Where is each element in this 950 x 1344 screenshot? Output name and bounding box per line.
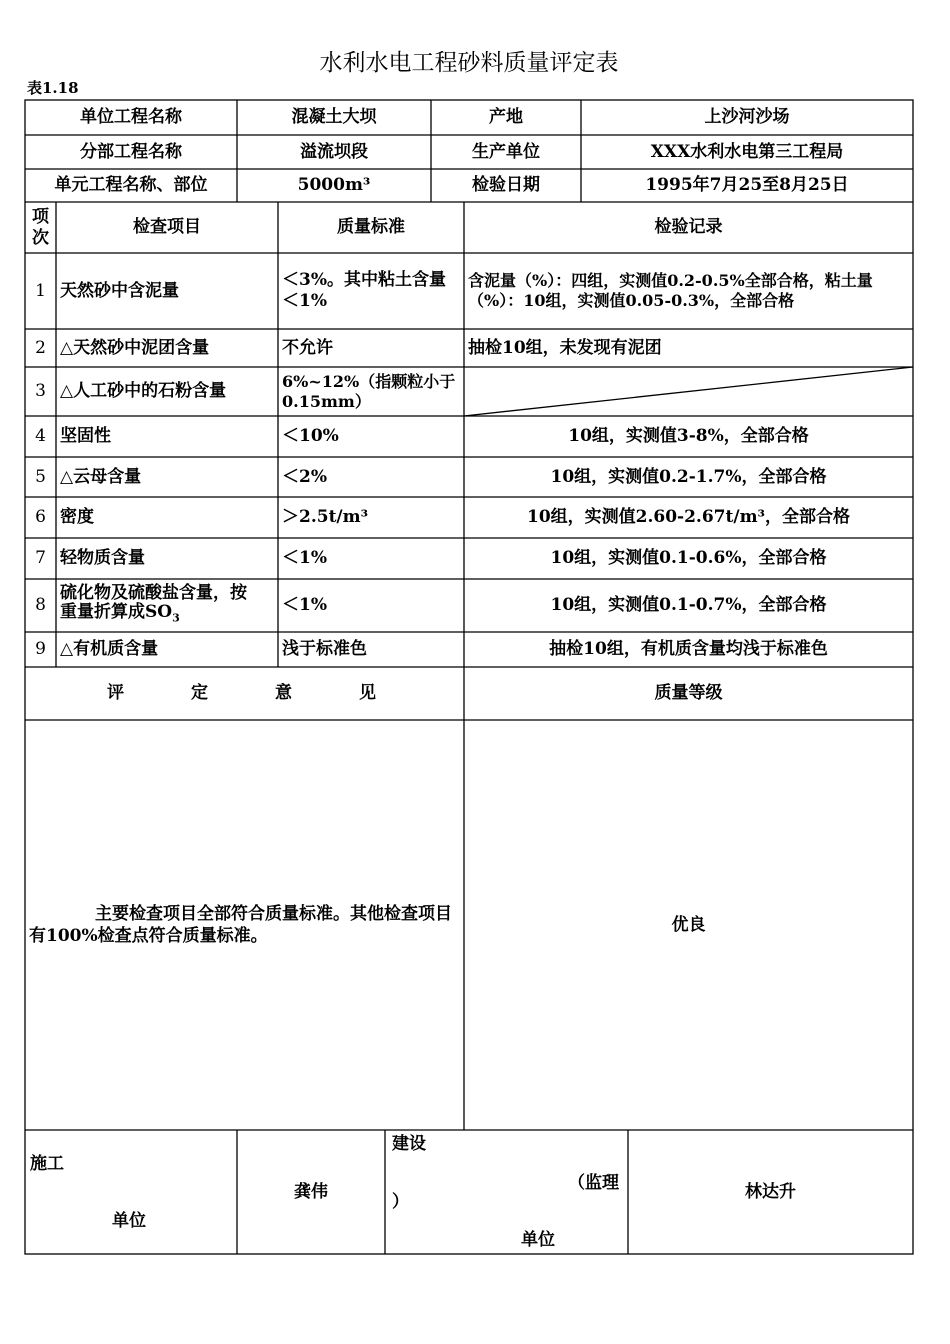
element-value: 5000m³ [297,175,371,195]
row-2-item: △天然砂中泥团含量 [60,337,210,358]
row-6-item: 密度 [60,507,94,527]
grade-value: 优良 [671,914,706,935]
unit-project-label: 单位工程名称 [80,107,182,127]
col-no-header: 项次 [32,206,49,248]
row-5-standard: ＜2% [282,466,327,487]
opinion-label-char-1: 评 [107,683,124,703]
origin-label: 产地 [489,107,523,127]
row-7-record: 10组，实测值0.1-0.6%，全部合格 [550,548,827,568]
row-8-standard: ＜1% [282,595,327,615]
element-label: 单元工程名称、部位 [54,175,208,195]
owner-label-4: 单位 [521,1229,555,1250]
table-number: 表1.18 [27,79,79,97]
row-1-no: 1 [35,280,46,301]
producer-value: XXX水利水电第三工程局 [650,141,844,162]
origin-value: 上沙河沙场 [704,107,790,127]
form-title: 水利水电工程砂料质量评定表 [319,50,619,76]
row-8-item-line2-wrap [60,603,180,627]
row-1-item: 天然砂中含泥量 [60,280,179,301]
sub-project-label: 分部工程名称 [80,141,182,162]
col-item-header: 检查项目 [133,217,201,237]
row-4-record: 10组，实测值3-8%，全部合格 [568,426,809,446]
row-6-standard: ＞2.5t/m³ [282,507,369,527]
unit-project-value: 混凝土大坝 [291,107,377,127]
row-4-standard: ＜10% [282,426,339,446]
construction-person: 龚伟 [294,1181,328,1202]
row-3-record [464,367,913,416]
producer-label: 生产单位 [472,141,540,162]
owner-label-2: （监理 [568,1172,619,1193]
opinion-label-char-3: 意 [275,683,292,703]
row-9-item: △有机质含量 [60,639,159,659]
row-7-item: 轻物质含量 [60,548,145,568]
row-4-item: 坚固性 [60,426,111,446]
construction-label-1: 施工 [30,1153,64,1174]
row-2-no: 2 [35,337,46,358]
row-7-standard: ＜1% [282,548,327,568]
row-7-no: 7 [35,548,46,568]
row-2-standard: 不允许 [282,337,333,358]
row-1-standard: ＜3%。其中粘土含量＜1% [282,270,446,311]
row-1-record: 含泥量（%）：四组，实测值0.2-0.5%全部合格，粘土量（%）：10组，实测值0.05-0.3%，全部合格 [468,271,873,310]
col-record-header: 检验记录 [654,217,723,237]
row-9-standard: 浅于标准色 [282,639,367,659]
row-5-record: 10组，实测值0.2-1.7%，全部合格 [550,466,827,487]
owner-person: 林达升 [745,1181,796,1202]
row-8-item-subscript: 3 [172,611,180,625]
row-6-no: 6 [35,507,46,527]
row-3-no: 3 [35,381,46,401]
row-8-no: 8 [35,595,46,615]
row-8-item [56,579,278,632]
opinion-text: 主要检查项目全部符合质量标准。其他检查项目有100%检查点符合质量标准。 [29,904,452,946]
opinion-label-char-2: 定 [191,683,208,703]
row-5-item: △云母含量 [60,466,142,487]
opinion-label-char-4: 见 [359,683,376,703]
opinion-label [25,667,464,720]
date-value: 1995年7月25至8月25日 [645,175,849,195]
row-3-standard: 6%~12%（指颗粒小于0.15mm） [282,371,456,411]
sub-project-value: 溢流坝段 [300,141,368,162]
row-8-record: 10组，实测值0.1-0.7%，全部合格 [550,595,827,615]
col-standard-header: 质量标准 [337,217,405,237]
grade-label: 质量等级 [654,683,723,703]
row-9-record: 抽检10组，有机质含量均浅于标准色 [549,639,828,659]
owner-label-3: ） [392,1191,409,1212]
owner-label-1: 建设 [392,1133,426,1154]
row-5-no: 5 [35,466,46,487]
row-8-item-line2: 重量折算成SO [60,601,173,622]
row-3-item: △人工砂中的石粉含量 [60,381,227,401]
row-4-no: 4 [35,426,46,446]
row-9-no: 9 [35,639,46,659]
row-8-item-line1: 硫化物及硫酸盐含量，按 [60,582,247,603]
row-6-record: 10组，实测值2.60-2.67t/m³，全部合格 [526,507,851,527]
row-2-record: 抽检10组，未发现有泥团 [468,337,662,358]
construction-label-2: 单位 [112,1210,146,1231]
date-label: 检验日期 [472,175,540,195]
